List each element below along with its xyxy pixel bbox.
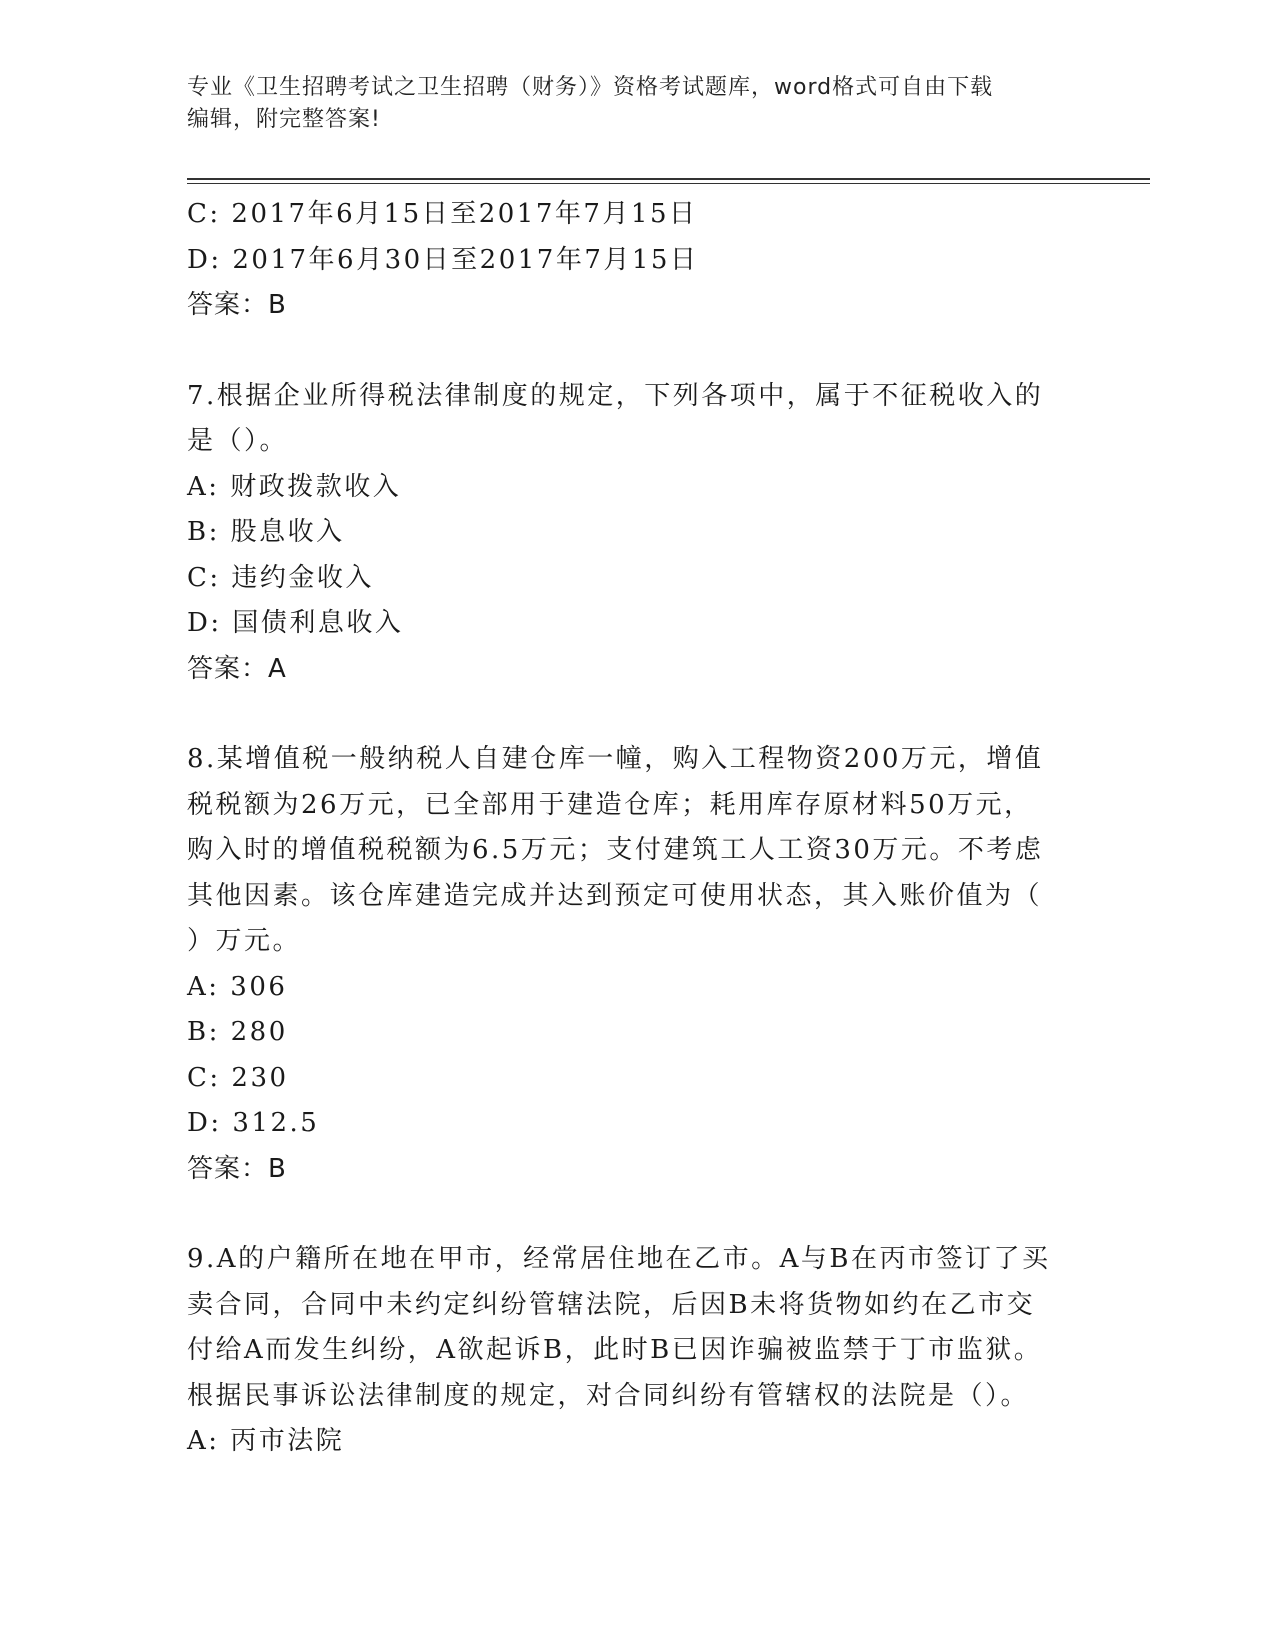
prev-option-d: D: 2017年6月30日至2017年7月15日 — [187, 244, 699, 275]
question-8-stem-3: 购入时的增值税税额为6.5万元；支付建筑工人工资30万元。不考虑 — [187, 835, 1044, 865]
question-7-option-a: A: 财政拨款收入 — [187, 471, 402, 502]
question-9 — [187, 1237, 1087, 1465]
question-8-answer: 答案：B — [187, 1153, 287, 1184]
question-7-option-c: C: 违约金收入 — [187, 562, 374, 593]
question-9-stem-1: 9.A的户籍所在地在甲市，经常居住地在乙市。A与B在丙市签订了买 — [187, 1244, 1051, 1274]
prev-option-c: C: 2017年6月15日至2017年7月15日 — [187, 199, 698, 229]
question-8-stem-1: 8.某增值税一般纳税人自建仓库一幢，购入工程物资200万元，增值 — [187, 744, 1044, 774]
header-line-2: 编辑，附完整答案! — [187, 107, 381, 132]
question-7-answer: 答案：A — [187, 653, 287, 684]
prev-answer: 答案：B — [187, 290, 287, 320]
question-9-stem-2: 卖合同，合同中未约定纠纷管辖法院，后因B未将货物如约在乙市交 — [187, 1289, 1036, 1320]
question-8-option-d: D: 312.5 — [187, 1108, 320, 1138]
header-rule-thick — [187, 178, 1150, 180]
header-line-1: 专业《卫生招聘考试之卫生招聘（财务）》资格考试题库，word格式可自由下载 — [187, 75, 994, 100]
question-7-stem-1: 7.根据企业所得税法律制度的规定，下列各项中，属于不征税收入的 — [187, 380, 1044, 411]
question-7-option-b: B: 股息收入 — [187, 517, 345, 547]
question-8-option-b: B: 280 — [187, 1017, 288, 1047]
header-rule-thin — [187, 183, 1150, 184]
question-7 — [187, 374, 1087, 693]
question-8-stem-2: 税税额为26万元，已全部用于建造仓库；耗用库存原材料50万元， — [187, 789, 1033, 820]
question-8 — [187, 737, 1087, 1192]
question-9-option-a: A: 丙市法院 — [187, 1426, 345, 1456]
question-9-stem-4: 根据民事诉讼法律制度的规定，对合同纠纷有管辖权的法院是（）。 — [187, 1380, 1030, 1411]
question-7-option-d: D: 国债利息收入 — [187, 608, 404, 638]
question-8-option-a: A: 306 — [187, 971, 288, 1002]
question-8-stem-4: 其他因素。该仓库建造完成并达到预定可使用状态，其入账价值为（ — [187, 880, 1043, 911]
question-7-stem-2: 是（）。 — [187, 426, 289, 456]
page-header — [187, 72, 1087, 136]
question-9-stem-3: 付给A而发生纠纷，A欲起诉B，此时B已因诈骗被监禁于丁市监狱。 — [187, 1335, 1043, 1365]
question-8-option-c: C: 230 — [187, 1062, 289, 1093]
question-content — [187, 192, 1087, 1465]
question-8-stem-5: ）万元。 — [187, 926, 302, 956]
